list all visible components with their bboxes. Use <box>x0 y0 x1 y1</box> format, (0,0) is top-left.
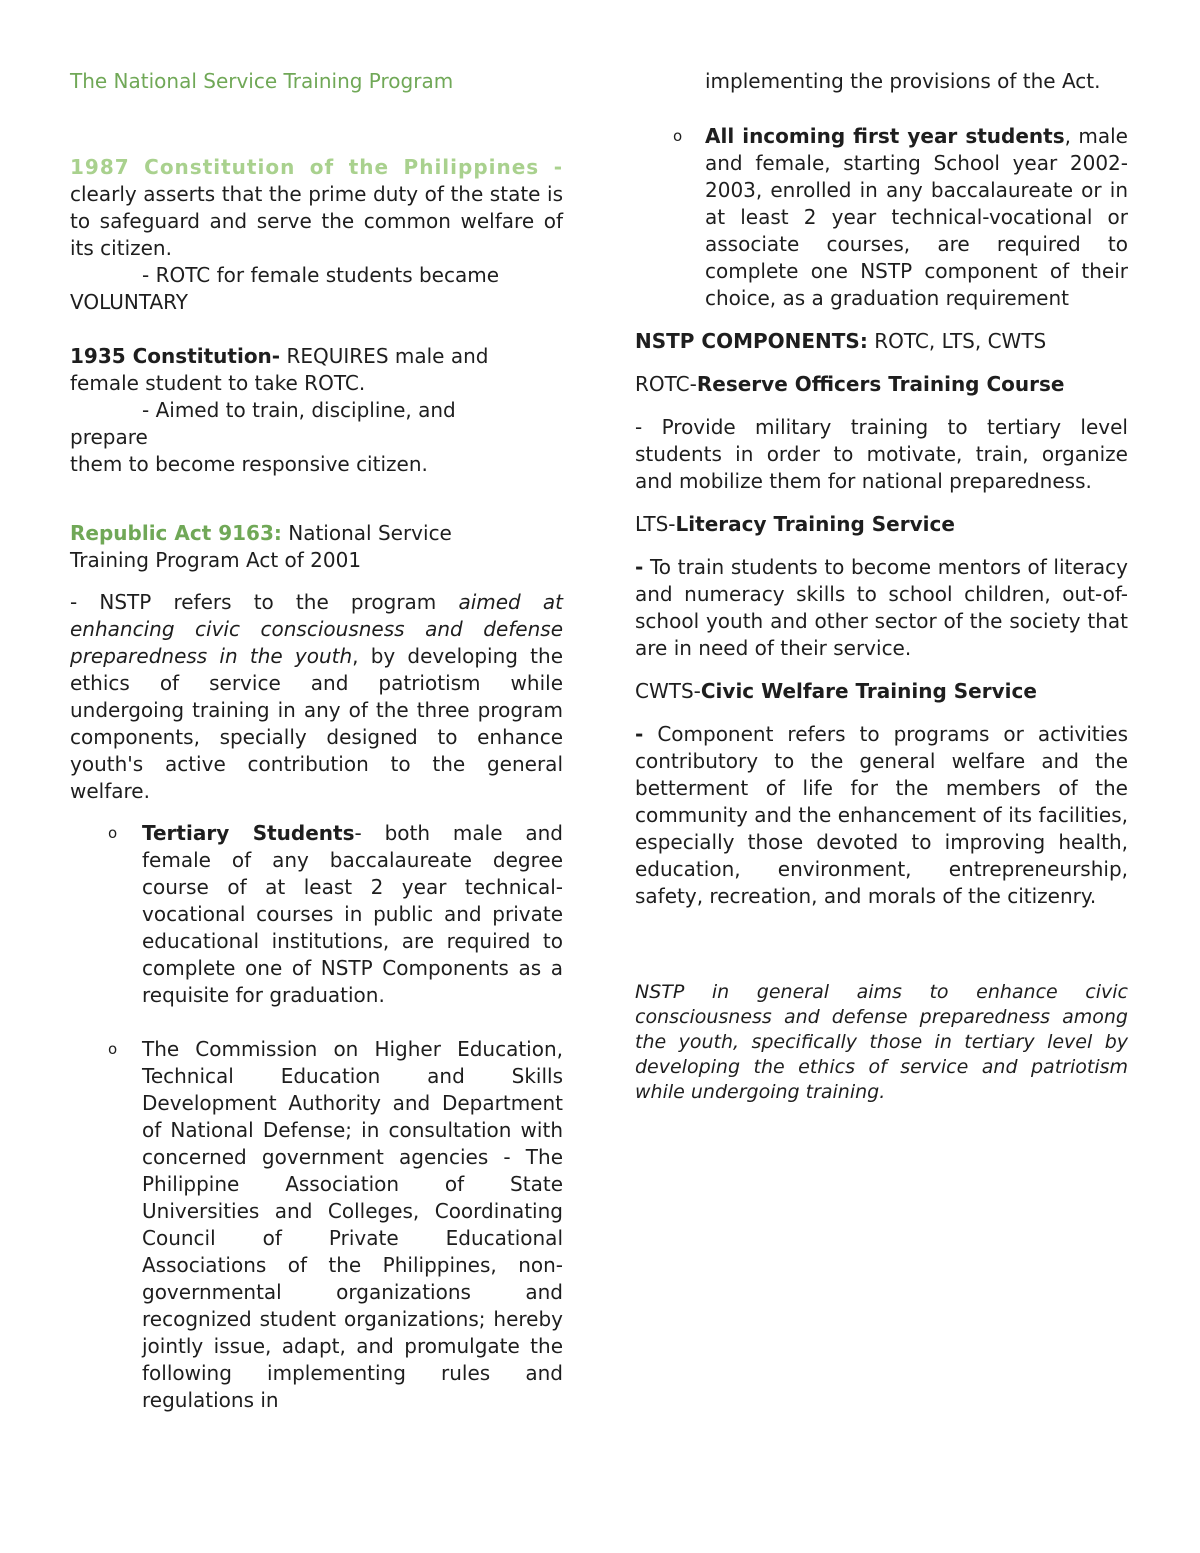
continued-text: implementing the provisions of the Act. <box>705 69 1101 93</box>
rotc-name: Reserve Officers Training Course <box>696 372 1065 396</box>
cwts-desc-text: Component refers to programs or activities contributory to the general welfare and the betterment of life for the members of the community and the enhancement of its facilities, especially those devoted to improving health, education, environment, entrepreneurship, safety, recreation, and morals of the citizenry. <box>635 722 1128 908</box>
list-item <box>70 1036 563 1414</box>
right-column <box>635 68 1128 1105</box>
rotc-description: - Provide military training to tertiary level students in order to motivate, train, organize and mobilize them for national preparedness. <box>635 415 1128 493</box>
constitution-1935-body: REQUIRES male and female student to take ROTC. <box>70 344 489 395</box>
constitution-1935-heading: 1935 Constitution- <box>70 344 281 368</box>
tertiary-students-label: Tertiary Students <box>142 821 355 845</box>
constitution-1987-note: - ROTC for female students became <box>142 263 500 287</box>
left-column <box>70 68 563 1414</box>
constitution-1987-section <box>70 154 563 262</box>
components-label: NSTP COMPONENTS: <box>635 329 868 353</box>
lts-heading <box>635 511 1128 538</box>
constitution-1935-note: - Aimed to train, discipline, and <box>142 398 456 422</box>
first-year-text: , male and female, starting School year 2002-2003, enrolled in any baccalaureate or in at least 2 year technical-vocational or associate courses, are required to complete one NSTP component of their choice, as a graduation requirement <box>705 124 1128 310</box>
cwts-dash: - <box>635 722 644 746</box>
constitution-1987-note-cont: VOLUNTARY <box>70 290 188 314</box>
cwts-heading <box>635 678 1128 705</box>
nstp-definition-italic: aimed at enhancing civic consciousness and defense preparedness in the youth <box>70 590 564 668</box>
constitution-1935-section <box>70 343 563 397</box>
cwts-abbr: CWTS- <box>635 679 701 703</box>
constitution-1935-note-cont2: them to become responsive citizen. <box>70 452 428 476</box>
lts-name: Literacy Training Service <box>675 512 955 536</box>
republic-act-heading: Republic Act 9163: <box>70 521 282 545</box>
components-value: ROTC, LTS, CWTS <box>867 329 1047 353</box>
closing-statement: NSTP in general aims to enhance civic consciousness and defense preparedness among the youth, specifically those in tertiary level by developing the ethics of service and patriotism while undergoing training. <box>635 981 1128 1103</box>
republic-act-name-line2: Training Program Act of 2001 <box>70 548 362 572</box>
nstp-definition-start: - NSTP refers to the program <box>70 590 437 614</box>
list-item <box>70 820 563 1009</box>
list-item <box>635 123 1128 312</box>
document-title: The National Service Training Program <box>70 69 454 93</box>
constitution-1935-note-cont: prepare <box>70 425 148 449</box>
constitution-1987-heading: 1987 Constitution of the Philippines - <box>70 155 563 179</box>
nstp-definition-end: , by developing the ethics of service and patriotism while undergoing training in any of the three program components, specially designed to enhance youth's active contribution to the general welfare. <box>70 644 564 803</box>
bullet-marker: o <box>108 1040 118 1058</box>
list-item-continued <box>635 68 1128 95</box>
components-line <box>635 328 1128 355</box>
cwts-name: Civic Welfare Training Service <box>700 679 1037 703</box>
republic-act-name: National Service <box>288 521 452 545</box>
constitution-1987-body: clearly asserts that the prime duty of the state is to safeguard and serve the common welfare of its citizen. <box>70 182 563 260</box>
first-year-label: All incoming first year students <box>705 124 1065 148</box>
rotc-abbr: ROTC- <box>635 372 697 396</box>
nstp-definition <box>70 589 563 805</box>
lts-abbr: LTS- <box>635 512 676 536</box>
republic-act-title <box>70 520 563 547</box>
cwts-description <box>635 721 1128 910</box>
bullet-marker: o <box>108 824 118 842</box>
bullet-marker: o <box>673 127 683 145</box>
lts-dash: - <box>635 555 644 579</box>
commission-text: The Commission on Higher Education, Technical Education and Skills Development Authority and Department of National Defense; in consultation with concerned government agencies - The Philippine Association of State Universities and Colleges, Coordinating Council of Private Educational Associations of the Philippines, non- governmental organizations and recognized student organizations; hereby jointly issue, adapt, and promulgate the following implementing rules and regulations in <box>142 1037 563 1412</box>
lts-description <box>635 554 1128 662</box>
rotc-heading <box>635 371 1128 398</box>
tertiary-students-text: - both male and female of any baccalaureate degree course of at least 2 year technical-vocational courses in public and private educational institutions, are required to complete one of NSTP Components as a requisite for graduation. <box>142 821 563 1007</box>
lts-desc-text: To train students to become mentors of literacy and numeracy skills to school children, out-of-school youth and other sector of the society that are in need of their service. <box>635 555 1128 660</box>
